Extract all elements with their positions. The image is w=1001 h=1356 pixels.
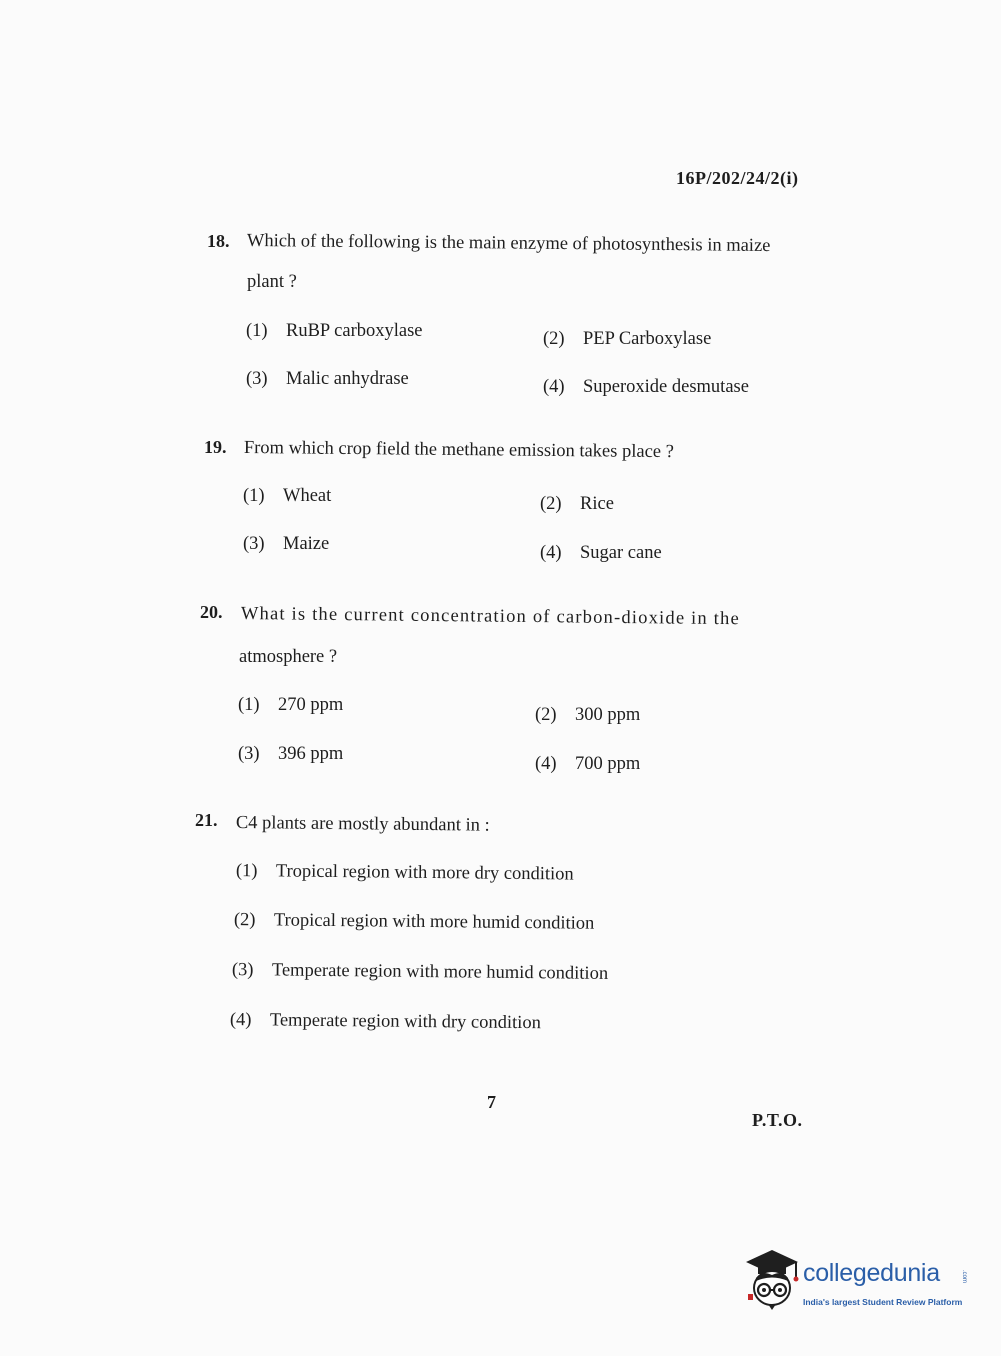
- option-text: Sugar cane: [580, 543, 662, 563]
- option-text: RuBP carboxylase: [286, 321, 423, 341]
- question-text: C4 plants are mostly abundant in :: [235, 813, 490, 836]
- option-3: [246, 369, 409, 390]
- option-1: [243, 486, 331, 507]
- question-text: From which crop field the methane emission takes place ?: [243, 438, 674, 463]
- option-1: [246, 321, 423, 342]
- option-2: [535, 705, 640, 726]
- option-number: (2): [540, 494, 562, 514]
- option-number: (1): [238, 695, 260, 715]
- option-text: PEP Carboxylase: [583, 329, 712, 349]
- option-number: (4): [543, 377, 565, 397]
- option-number: (1): [246, 321, 268, 341]
- option-text: Tropical region with more dry condition: [275, 861, 574, 885]
- option-number: (3): [231, 960, 254, 981]
- question-number: 21.: [195, 810, 218, 830]
- option-1: [236, 861, 574, 886]
- option-3: [243, 534, 329, 555]
- paper-code: 16P/202/24/2(i): [676, 168, 799, 188]
- option-number: (3): [243, 534, 265, 554]
- option-number: (3): [238, 744, 260, 764]
- option-text: Superoxide desmutase: [583, 377, 749, 397]
- question-number: 18.: [207, 231, 230, 251]
- option-text: Maize: [283, 534, 330, 554]
- option-number: (4): [535, 754, 557, 774]
- page-number: 7: [487, 1092, 496, 1112]
- option-1: [238, 695, 343, 716]
- option-text: 300 ppm: [575, 705, 641, 725]
- option-4: [535, 754, 640, 775]
- question-number: 20.: [200, 602, 223, 622]
- option-number: (2): [535, 705, 557, 725]
- question-text-continued: plant ?: [247, 272, 297, 292]
- option-text: 700 ppm: [575, 754, 641, 774]
- option-text: Temperate region with more humid condition: [271, 960, 609, 984]
- option-number: (4): [229, 1010, 252, 1031]
- option-number: (2): [233, 910, 256, 931]
- mascot-icon: [742, 1248, 802, 1312]
- pto-label: P.T.O.: [752, 1110, 803, 1130]
- option-4: [540, 543, 662, 564]
- logo-domain-suffix: .com: [961, 1270, 967, 1284]
- collegedunia-logo: [742, 1248, 972, 1318]
- option-3: [238, 744, 343, 765]
- option-4: [230, 1010, 541, 1034]
- option-3: [232, 960, 608, 985]
- option-text: 396 ppm: [278, 744, 344, 764]
- option-text: Wheat: [283, 486, 332, 506]
- option-text: Malic anhydrase: [286, 369, 409, 389]
- logo-tagline: India's largest Student Review Platform: [803, 1297, 963, 1307]
- option-number: (3): [246, 369, 268, 389]
- option-text: Temperate region with dry condition: [269, 1010, 541, 1034]
- option-2: [540, 494, 614, 515]
- option-number: (2): [543, 329, 565, 349]
- option-text: 270 ppm: [278, 695, 344, 715]
- option-number: (4): [540, 543, 562, 563]
- option-number: (1): [243, 486, 265, 506]
- option-text: Rice: [580, 494, 614, 514]
- option-2: [234, 910, 595, 935]
- question-text: What is the current concentration of carbon-dioxide in the: [240, 604, 741, 630]
- option-text: Tropical region with more humid condition: [273, 910, 595, 934]
- logo-wordmark: collegedunia: [803, 1259, 940, 1287]
- option-4: [543, 377, 749, 398]
- question-text: Which of the following is the main enzyme of photosynthesis in maize: [246, 231, 771, 257]
- option-number: (1): [235, 861, 258, 882]
- question-number: 19.: [204, 437, 227, 457]
- option-2: [543, 329, 711, 350]
- question-text-continued: atmosphere ?: [239, 647, 338, 667]
